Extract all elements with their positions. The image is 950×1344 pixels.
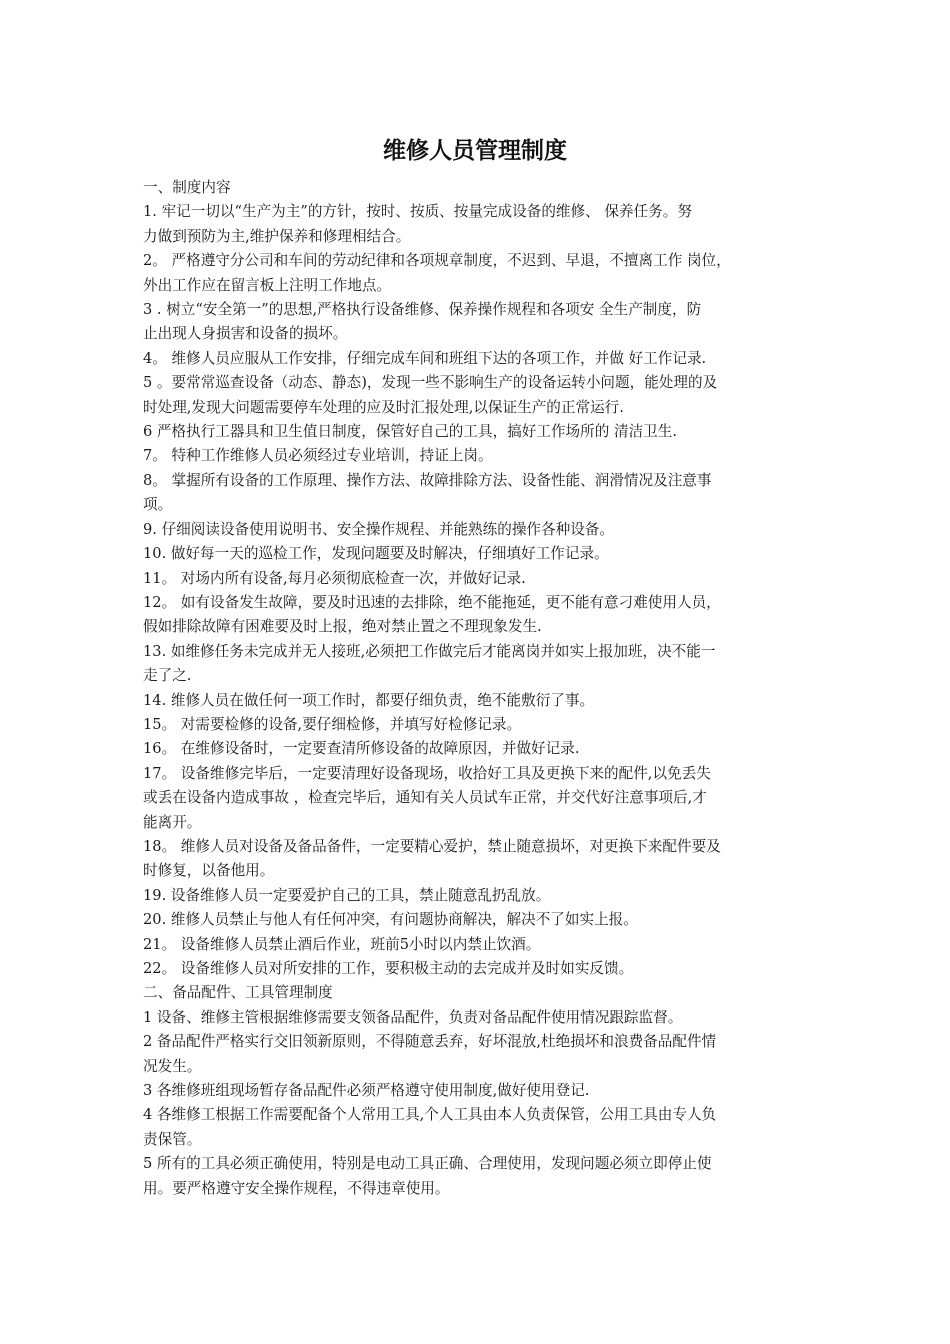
paragraph-line: 13. 如维修任务未完成并无人接班,必须把工作做完后才能离岗并如实上报加班，决不能一: [143, 642, 716, 660]
paragraph-line: 1 设备、维修主管根据维修需要支领备品配件，负责对备品配件使用情况跟踪监督。: [143, 1008, 683, 1026]
paragraph-line: 3 各维修班组现场暂存备品配件必须严格遵守使用制度,做好使用登记.: [143, 1082, 590, 1100]
paragraph: [143, 1103, 813, 1152]
paragraph-line: 或丢在设备内造成事故 ，检查完毕后，通知有关人员试车正常，并交代好注意事项后,才: [143, 789, 707, 807]
paragraph-line: 止出现人身损害和设备的损坏。: [143, 325, 348, 343]
paragraph: [143, 591, 813, 640]
paragraph: [143, 908, 813, 932]
paragraph-line: 12。 如有设备发生故障，要及时迅速的去排除，绝不能拖延，更不能有意刁难使用人员，: [143, 593, 721, 611]
paragraph-line: 14. 维修人员在做任何一项工作时，都要仔细负责，绝不能敷衍了事。: [143, 691, 595, 709]
paragraph-line: 项。: [143, 496, 173, 514]
paragraph-line: 一、制度内容: [143, 179, 231, 196]
paragraph: [143, 713, 813, 737]
paragraph-line: 走了之.: [143, 667, 192, 685]
paragraph-line: 20. 维修人员禁止与他人有任何冲突，有问题协商解决，解决不了如实上报。: [143, 911, 638, 929]
paragraph-line: 2。 严格遵守分公司和车间的劳动纪律和各项规章制度，不迟到、早退，不擅离工作 岗位，: [143, 252, 731, 270]
paragraph-line: 22。 设备维修人员对所安排的工作，要积极主动的去完成并及时如实反馈。: [143, 960, 634, 977]
paragraph: [143, 884, 813, 908]
document-title: 维修人员管理制度: [383, 138, 567, 164]
paragraph: [143, 542, 813, 566]
paragraph-line: 3 . 树立“安全第一”的思想,严格执行设备维修、保养操作规程和各项安 全生产制度，防: [143, 301, 702, 319]
paragraph: [143, 420, 813, 444]
paragraph-line: 6 严格执行工器具和卫生值日制度，保管好自己的工具，搞好工作场所的 清洁卫生.: [143, 423, 677, 441]
paragraph-line: 5 。要常常巡查设备（动态、静态)，发现一些不影响生产的设备运转小问题，能处理的及: [143, 374, 718, 392]
paragraph: [143, 1030, 813, 1079]
paragraph-line: 8。 掌握所有设备的工作原理、操作方法、故障排除方法、设备性能、润滑情况及注意事: [143, 471, 712, 489]
paragraph: [143, 200, 813, 249]
paragraph: [143, 1006, 813, 1030]
paragraph-line: 时修复，以备他用。: [143, 862, 275, 880]
paragraph-line: 18。 维修人员对设备及备品备件，一定要精心爱护，禁止随意损坏，对更换下来配件要及: [143, 837, 721, 855]
paragraph-line: 1. 牢记一切以“生产为主”的方针，按时、按质、按量完成设备的维修、 保养任务。努: [143, 203, 692, 221]
paragraph-line: 10. 做好每一天的巡检工作，发现问题要及时解决，仔细填好工作记录。: [143, 545, 609, 563]
paragraph: [143, 444, 813, 468]
paragraph: [143, 371, 813, 420]
paragraph: [143, 567, 813, 591]
paragraph: [143, 1079, 813, 1103]
paragraph-line: 时处理,发现大问题需要停车处理的应及时汇报处理,以保证生产的正常运行.: [143, 398, 624, 416]
paragraph: [143, 518, 813, 542]
document-body: [143, 176, 813, 1201]
paragraph: [143, 933, 813, 957]
paragraph: [143, 1152, 813, 1201]
paragraph: [143, 835, 813, 884]
paragraph-line: 二、备品配件、工具管理制度: [143, 984, 333, 1002]
paragraph-line: 责保管。: [143, 1130, 202, 1148]
paragraph: [143, 469, 813, 518]
paragraph: [143, 347, 813, 371]
paragraph-line: 能离开。: [143, 813, 202, 831]
paragraph-line: 19. 设备维修人员一定要爱护自己的工具，禁止随意乱扔乱放。: [143, 886, 551, 904]
paragraph: [143, 689, 813, 713]
paragraph-line: 2 备品配件严格实行交旧领新原则，不得随意丢弃，好坏混放,杜绝损坏和浪费备品配件情: [143, 1033, 717, 1051]
paragraph-line: 外出工作应在留言板上注明工作地点。: [143, 276, 392, 294]
paragraph-line: 11。 对场内所有设备,每月必须彻底检查一次，并做好记录.: [143, 569, 526, 587]
paragraph-line: 用。要严格遵守安全操作规程，不得违章使用。: [143, 1179, 450, 1197]
paragraph: [143, 298, 813, 347]
paragraph-line: 17。 设备维修完毕后，一定要清理好设备现场，收拾好工具及更换下来的配件,以免丢失: [143, 764, 711, 782]
paragraph: [143, 640, 813, 689]
paragraph-line: 16。 在维修设备时，一定要查清所修设备的故障原因，并做好记录.: [143, 740, 580, 758]
paragraph-line: 15。 对需要检修的设备,要仔细检修，并填写好检修记录。: [143, 715, 522, 733]
paragraph-line: 4 各维修工根据工作需要配备个人常用工具,个人工具由本人负责保管，公用工具由专人负: [143, 1106, 717, 1124]
paragraph: [143, 737, 813, 761]
paragraph-line: 7。 特种工作维修人员必须经过专业培训，持证上岗。: [143, 447, 493, 465]
paragraph: [143, 957, 813, 981]
paragraph-line: 21。 设备维修人员禁止酒后作业，班前5小时以内禁止饮酒。: [143, 935, 541, 953]
paragraph-line: 力做到预防为主,维护保养和修理相结合。: [143, 227, 411, 245]
paragraph-line: 假如排除故障有困难要及时上报，绝对禁止置之不理现象发生.: [143, 618, 542, 636]
paragraph: [143, 981, 813, 1005]
paragraph-line: 5 所有的工具必须正确使用，特别是电动工具正确、合理使用，发现问题必须立即停止使: [143, 1155, 712, 1173]
paragraph-line: 4。 维修人员应服从工作安排，仔细完成车间和班组下达的各项工作，并做 好工作记录.: [143, 349, 707, 367]
paragraph-line: 况发生。: [143, 1057, 202, 1075]
paragraph-line: 9. 仔细阅读设备使用说明书、安全操作规程、并能熟练的操作各种设备。: [143, 520, 614, 538]
paragraph: [143, 762, 813, 835]
paragraph: [143, 249, 813, 298]
paragraph: [143, 176, 813, 200]
